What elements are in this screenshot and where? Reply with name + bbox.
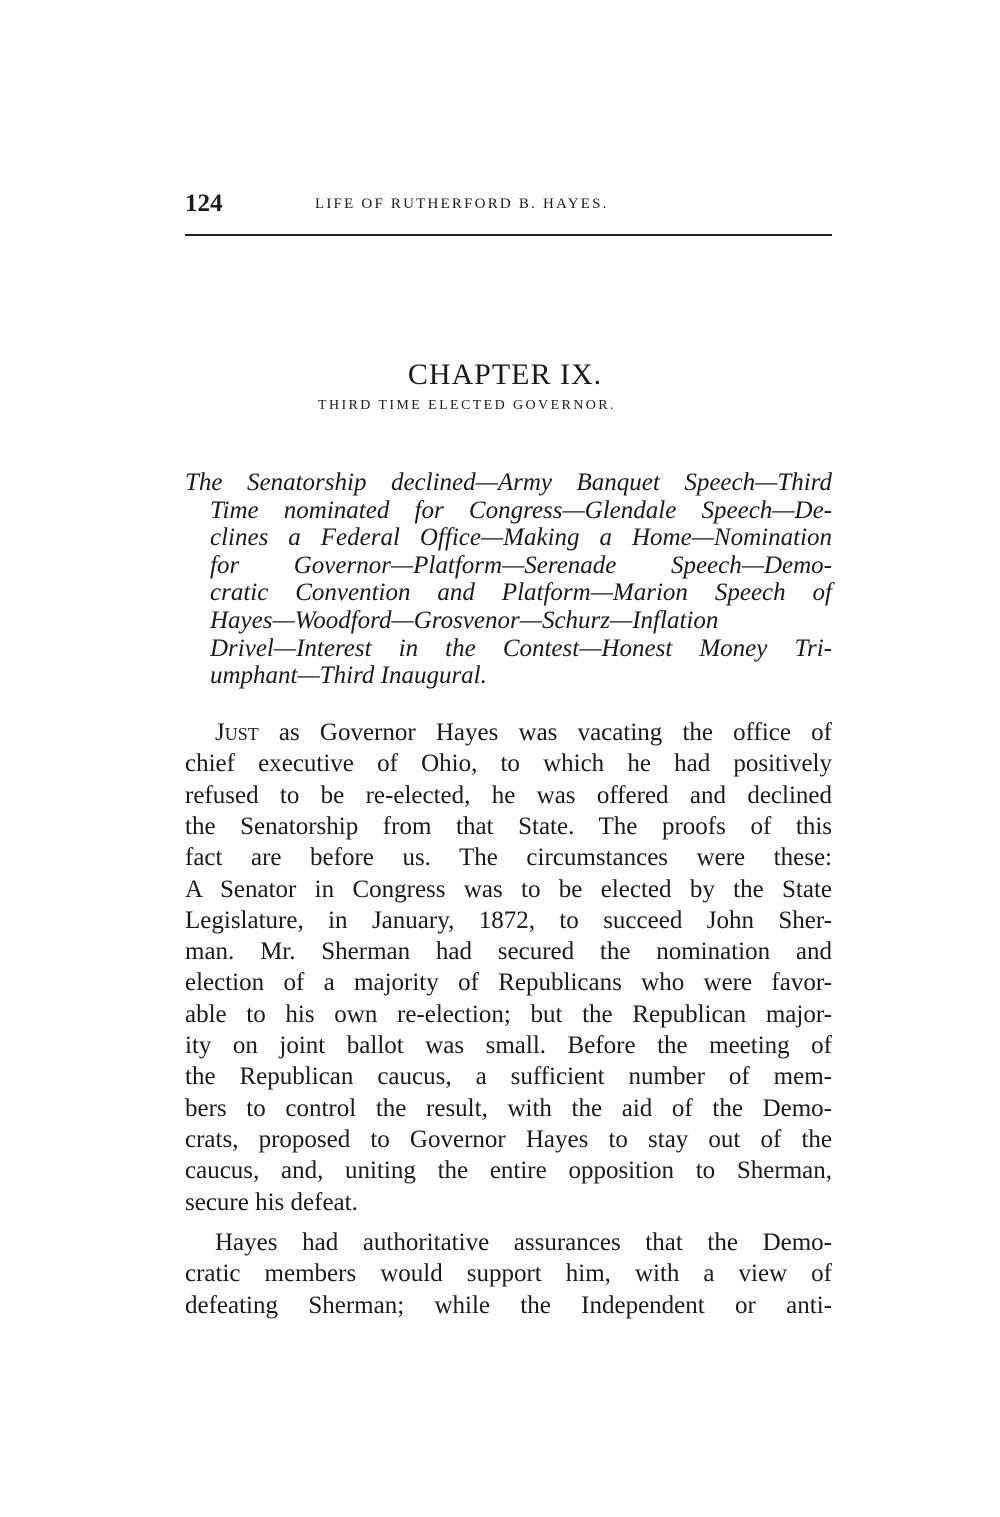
body-line: A Senator in Congress was to be elected by the State	[185, 875, 832, 903]
body-line: able to his own re-election; but the Republican major-	[185, 1000, 832, 1028]
body-line: the Senatorship from that State. The proofs of this	[185, 812, 832, 840]
summary-line: umphant—Third Inaugural.	[210, 662, 487, 690]
summary-line: Time nominated for Congress—Glendale Speech—De-	[210, 496, 832, 524]
body-line: cratic members would support him, with a view of	[185, 1260, 832, 1288]
running-title: LIFE OF RUTHERFORD B. HAYES.	[315, 196, 609, 212]
summary-line: cratic Convention and Platform—Marion Speech of	[210, 579, 832, 607]
body-line: crats, proposed to Governor Hayes to stay out of the	[185, 1125, 832, 1153]
chapter-subtitle: THIRD TIME ELECTED GOVERNOR.	[318, 398, 616, 413]
body-line: Legislature, in January, 1872, to succeed John Sher-	[185, 906, 832, 934]
lead-word: Just	[215, 719, 259, 746]
body-line: bers to control the result, with the aid of the Demo-	[185, 1094, 832, 1122]
body-line	[215, 718, 832, 748]
body-line: caucus, and, uniting the entire opposition to Sherman,	[185, 1157, 832, 1185]
summary-line: for Governor—Platform—Serenade Speech—Demo-	[210, 551, 832, 579]
body-line: man. Mr. Sherman had secured the nomination and	[185, 938, 832, 966]
body-line: refused to be re-elected, he was offered and declined	[185, 781, 832, 809]
summary-line: clines a Federal Office—Making a Home—Nomination	[210, 524, 832, 552]
summary-line: Hayes—Woodford—Grosvenor—Schurz—Inflation	[210, 607, 719, 634]
page-number: 124	[185, 190, 223, 217]
body-line: chief executive of Ohio, to which he had positively	[185, 750, 832, 778]
body-line: election of a majority of Republicans who were favor-	[185, 969, 832, 997]
body-line: ity on joint ballot was small. Before the meeting of	[185, 1032, 832, 1059]
body-line: defeating Sherman; while the Independent or anti-	[185, 1291, 832, 1319]
body-line: secure his defeat.	[185, 1188, 358, 1216]
chapter-title: CHAPTER IX.	[407, 358, 603, 391]
line-text: as Governor Hayes was vacating the office of	[258, 719, 832, 746]
summary-line: Drivel—Interest in the Contest—Honest Money Tri-	[210, 634, 832, 662]
body-line: fact are before us. The circumstances were these:	[185, 844, 832, 872]
header-rule	[185, 234, 832, 236]
body-line: Hayes had authoritative assurances that the Demo-	[215, 1229, 832, 1256]
summary-line: The Senatorship declined—Army Banquet Speech—Third	[185, 469, 832, 496]
body-line: the Republican caucus, a sufficient number of mem-	[185, 1063, 832, 1091]
